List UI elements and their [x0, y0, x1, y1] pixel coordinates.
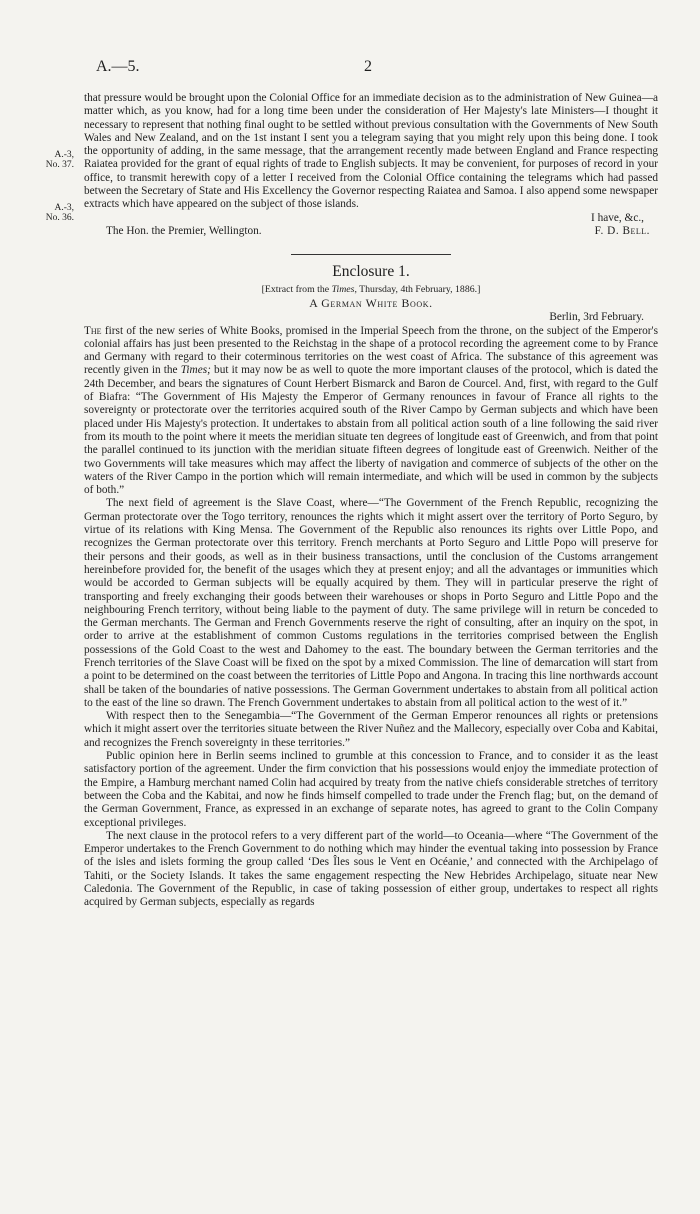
article-paragraph: The next clause in the protocol refers to a very different part of the world—to Oceania—where “The Government of the Emperor undertakes to the French Government to do nothing which may hinder the eventual taking into possession by France of the isles and islets forming the group called ‘Des Îles sous le Vent en Océanie,’ and connected with the Archipelago of Tahiti, or the Society Islands. It takes the same engagement respecting the New Hebrides Archipelago, situate near New Caledonia. The Government of the Republic, in case of taking possession of either group, undertakes to respect all rights acquired by German subjects, especially as regards — [84, 829, 658, 909]
margin-note-a3-37 — [28, 150, 74, 170]
article-heading: A German White Book. — [309, 296, 433, 311]
margin-note-number: No. 37. — [45, 160, 74, 170]
margin-note-number: No. 36. — [45, 213, 74, 223]
margin-note-ref: A.-3, — [54, 150, 74, 160]
margin-note-ref: A.-3, — [54, 203, 74, 213]
article-paragraph — [84, 325, 658, 498]
page-header — [96, 58, 386, 78]
enclosure-source-text: , Thursday, 4th February, 1886.] — [354, 284, 481, 296]
article-dateline: Berlin, 3rd February. — [549, 311, 644, 324]
enclosure-source-paper: Times — [331, 284, 355, 296]
enclosure-source — [84, 283, 658, 296]
letter-closing: I have, &c., — [590, 211, 644, 224]
section-divider — [291, 254, 451, 255]
article-paragraph: Public opinion here in Berlin seems inclined to grumble at this concession to France, and to consider it as the least satisfactory portion of the agreement. Under the firm conviction that his possessions would enjoy the immediate protection of the Empire, a Hamburg merchant named Colin had acquired by treaty from the native chiefs considerable stretches of territory between the Coba and the Kabitai, and now he finds himself compelled to trade under the French flag; but, on the demand of the German Government, France, as expressed in an exchange of separate notes, has agreed to grant to the Colin Company exceptional privileges. — [84, 750, 658, 829]
enclosure-source-text: [Extract from the — [261, 284, 332, 296]
margin-note-a3-36 — [28, 203, 74, 223]
article-lead-word: The — [84, 324, 102, 337]
page-body — [84, 92, 658, 910]
enclosure-title: Enclosure 1. — [332, 263, 410, 281]
letter-text: that pressure would be brought upon the Colonial Office for an immediate decision as to the administration of New Guinea—a matter which, as you know, had for a long time been under the consideration of Her Majesty's late Ministers—I thought it necessary to represent that nothing final ought to be settled without previous consultation with the Governments of New South Wales and — [84, 92, 658, 144]
letter-text: herewith copy of a letter I received from the Colonial Office containing the telegrams which had passed between the Secretary of State and His Excellency the Governor respecting Raiatea and Samoa. I also append some newspaper extracts which have appeared on the subject of those islands. — [84, 171, 658, 211]
article-paragraph: The next field of agreement is the Slave Coast, where—“The Government of the French Republic, recognizing the German protectorate over the Togo territory, renounces the rights which it might assert over the territory of Porto Seguro, by virtue of its relations with King Mensa. The Government of the Republic also renounces its rights over Little Popo, and recognizes the German protectorate over this territory. French merchants at Porto Seguro and Little Popo will preserve for their persons and their goods, as well as in their business transactions, until the conclusion of the Customs arrangement hereinbefore provided for, the benefit of the usages which they at present enjoy; and all the advantages or immunities which would be accorded to German subjects will be equally acquired by them. They will in particular preserve the right of transporting and freely exchanging their goods between their warehouses or shops in Porto Seguro and Little Popo and the neighbouring French territory, without being liable to the payment of duty. The same privilege will in return be conceded to the German merchants. The German and French Governments reserve the right of consulting, after an inquiry on the spot, in order to arrive at the establishment of common Customs regulations in the territories comprised between the English possessions of the Gold Coast to the west and Dahomey to the east. The boundary between the German territories and the French territories of the Slave Coast will be fixed on the spot by a mixed Commission. The line of demarcation will start from a point to be determined on the coast between the territories of Little Popo and Angona. In tracing this line northwards account shall be taken of the boundaries of native possessions. The German Government undertakes to abstain from all political action to the east of the line so drawn. The French Government undertakes to abstain from all political action to the west of it.” — [84, 497, 658, 709]
document-reference: A.—5. — [96, 58, 140, 75]
article-italic: Times; — [180, 364, 211, 377]
letter-signature: F. D. Bell. — [594, 224, 650, 237]
letter-paragraph — [84, 92, 658, 212]
letter-signoff — [84, 225, 658, 238]
article-text: but it may now be as well to quote the more important clauses of the protocol, which is dated the 24th December, and bears the signatures of Count Herbert Bismarck and Baron de Courcel. And, first, with regard to the Gulf of Biafra: “The Government of His Majesty the Emperor of Germany renounces in favour of France all rights to the sovereignty or protectorate over the territories acquired south of the River Campo by German subjects and which have been placed under His Majesty's protection. It undertakes to abstain from all political action south of a line following the said river from its mouth to the point where it meets the meridian situate ten degrees of longitude east of Greenwich, and from that point the parallel continued to its junction with the meridian situate fifteen degrees of longitude east of Greenwich. Neither of the two Governments will take measures which may affect the liberty of navigation and commerce of subjects of the other on the waters of the River Campo in the portion which will remain intermediate, and which will be used in common by the subjects of both.” — [84, 364, 658, 497]
article-paragraph: With respect then to the Senegambia—“The Government of the German Emperor renounces all rights or pretensions which it might assert over the territories situate between the River Nuñez and the Mallecory, especially over Coba and Kabitai, and recognizes the French sovereignty in these territories.” — [84, 710, 658, 749]
page-number: 2 — [364, 58, 372, 75]
letter-text: New Zealand, and on the 1st instant I sent you a telegram saying that you might rely upon this being done. I took the opportunity of adding, in the same message, that the arrangement recently made between England and France respecting Raiatea provided for the grant of equal rights of trade to English subjects. It may be convenient, for purposes of record in your office, to transmit — [84, 131, 658, 184]
article-text: first of the new series of White Books, promised in the Imperial Speech from the throne, on the subject of the Emperor's colonial affairs has just been presented to the Reichstag in the shape of a protocol recording the agreement come to by France and Germany with regard to their coterminous territories on the west coast of Africa. The substance of this agreement was recently given in the — [84, 324, 658, 377]
letter-addressee: The Hon. the Premier, Wellington. — [106, 224, 262, 237]
